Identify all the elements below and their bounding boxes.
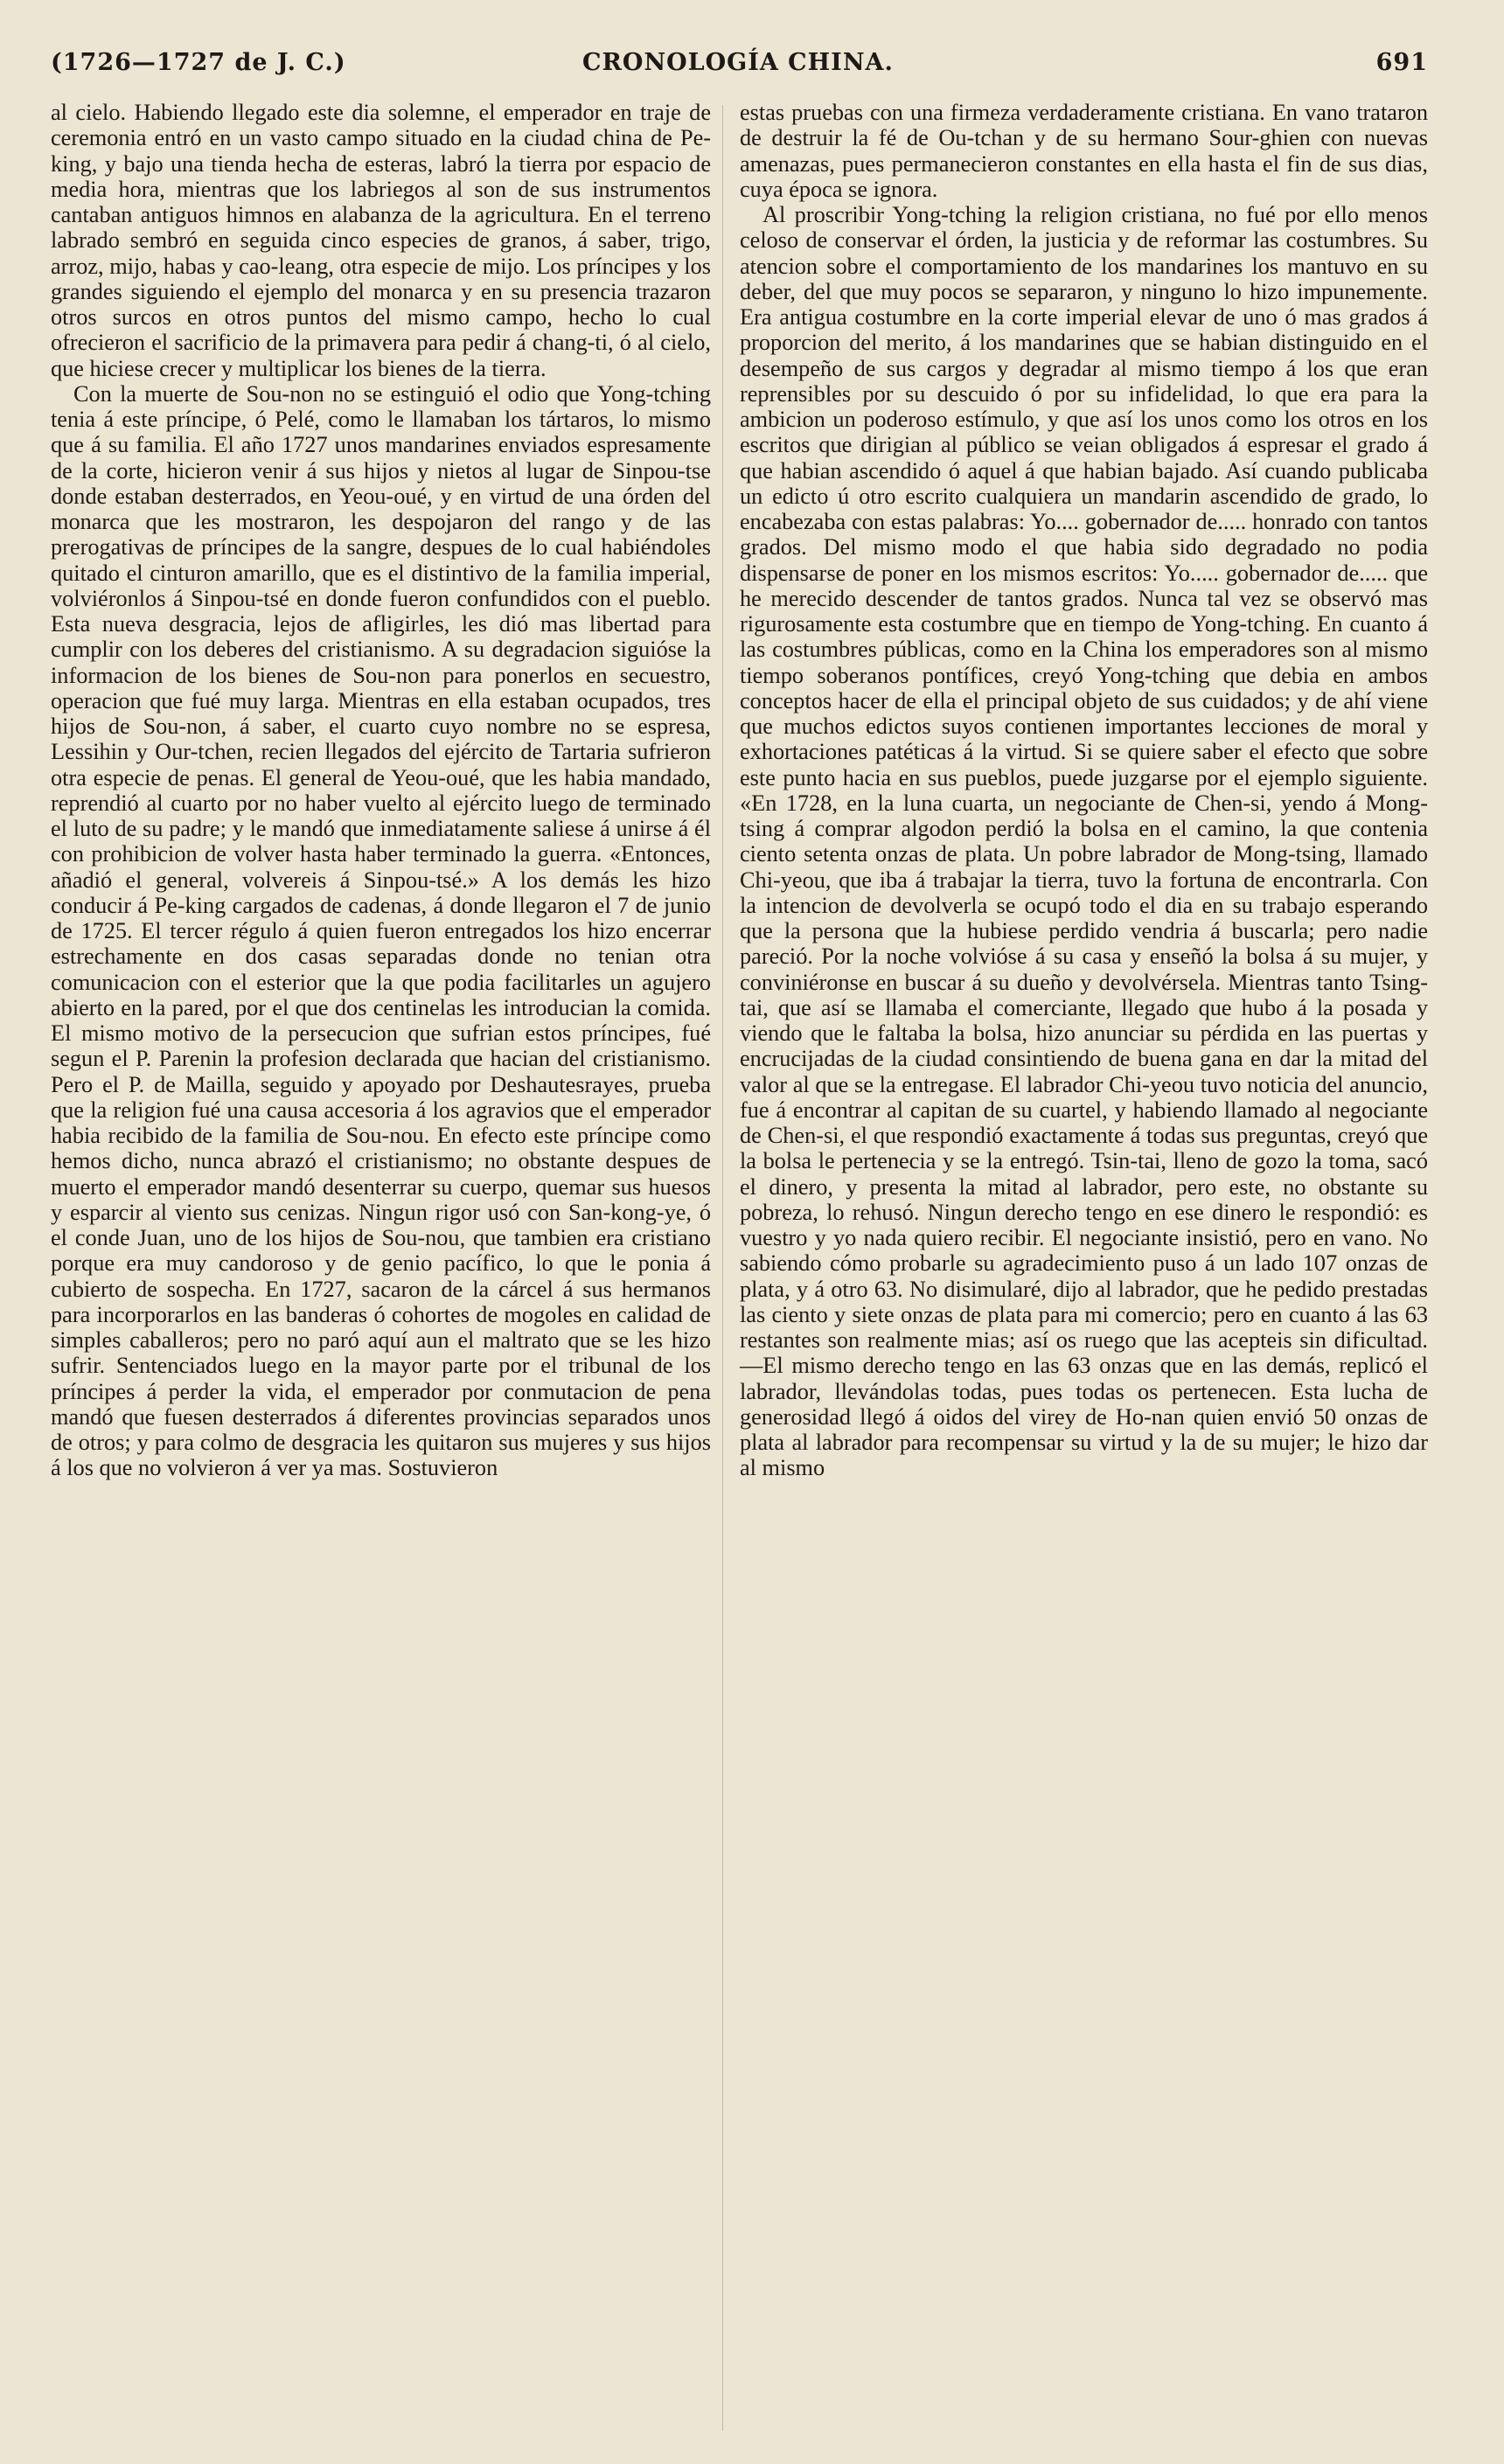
header-title: CRONOLOGÍA CHINA. <box>582 49 894 76</box>
page-number: 691 <box>1375 49 1428 76</box>
paragraph: Con la muerte de Sou-non no se estinguió el odio que Yong-tching tenia á este príncipe, ó Pelé, como le llamaban los tártaros, lo mismo que á su familia. El año 1727 unos mandarines enviados espresamente de la corte, hicieron venir á sus hijos y nietos al lugar de Sinpou-tse donde estaban desterrados, en Yeou-oué, y en virtud de una órden del monarca que les mostraron, les despojaron del rango y de las prerogativas de príncipes de la sangre, despues de lo cual habiéndoles quitado el cinturon amarillo, que es el distintivo de la familia imperial, volviéronlos á Sinpou-tsé en donde fueron confundidos con el pueblo. Esta nueva desgracia, lejos de afligirles, les dió mas libertad para cumplir con los deberes del cristianismo. A su degradacion siguióse la informacion de los bienes de Sou-non para ponerlos en secuestro, operacion que fué muy larga. Mientras en ella estaban ocupados, tres hijos de Sou-non, á saber, el cuarto cuyo nombre no se espresa, Lessihin y Our-tchen, recien llegados del ejército de Tartaria sufrieron otra especie de penas. El general de Yeou-oué, que les habia mandado, reprendió al cuarto por no haber vuelto al ejército luego de terminado el luto de su padre; y le mandó que inmediatamente saliese á unirse á él con prohibicion de volver hasta haber terminado la guerra. «Entonces, añadió el general, volvereis á Sinpou-tsé.» A los demás les hizo conducir á Pe-king cargados de cadenas, á donde llegaron el 7 de junio de 1725. El tercer régulo á quien fueron entregados los hizo encerrar estrechamente en dos casas separadas donde no tenian otra comunicacion con el esterior que la que podia facilitarles un agujero abierto en la pared, por el que dos centinelas les introducian la comida. El mismo motivo de la persecucion que sufrian estos príncipes, fué segun el P. Parenin la profesion declarada que hacian del cristianismo. Pero el P. de Mailla, seguido y apoyado por Deshautesrayes, prueba que la religion fué una causa accesoria á los agravios que el emperador habia recibido de la familia de Sou-nou. En efecto este príncipe como hemos dicho, nunca abrazó el cristianismo; no obstante despues de muerto el emperador mandó desenterrar su cuerpo, quemar sus huesos y esparcir al viento sus cenizas. Ningun rigor usó con San-kong-ye, ó el conde Juan, uno de los hijos de Sou-nou, que tambien era cristiano porque era muy candoroso y de genio pacífico, lo que le ponia á cubierto de sospecha. En 1727, sacaron de la cárcel á sus hermanos para incorporarlos en las banderas ó cohortes de mogoles en calidad de simples caballeros; pero no paró aquí aun el maltrato que se les hizo sufrir. Sentenciados luego en la mayor parte por el tribunal de los príncipes á perder la vida, el emperador por conmutacion de pena mandó que fuesen desterrados á diferentes provincias separados unos de otros; y para colmo de desgracia les quitaron sus mujeres y sus hijos á los que no volvieron á ver ya mas. Sostuvieron <box>51 380 711 1481</box>
header-date-range: (1726—1727 de J. C.) <box>51 49 346 76</box>
paragraph: al cielo. Habiendo llegado este dia solemne, el emperador en traje de ceremonia entró en un vasto campo situado en la ciudad china de Pe-king, y bajo una tienda hecha de esteras, labró la tierra por espacio de media hora, mientras que los labriegos al son de sus instrumentos cantaban antiguos himnos en alabanza de la agricultura. En el terreno labrado sembró en seguida cinco especies de granos, á saber, trigo, arroz, mijo, habas y cao-leang, otra especie de mijo. Los príncipes y los grandes siguiendo el ejemplo del monarca y en su presencia trazaron otros surcos en otros puntos del mismo campo, hecho lo cual ofrecieron el sacrificio de la primavera para pedir á chang-ti, ó al cielo, que hiciese crecer y multiplicar los bienes de la tierra. <box>51 100 711 381</box>
paragraph: estas pruebas con una firmeza verdaderamente cristiana. En vano trataron de destruir la fé de Ou-tchan y de su hermano Sour-ghien con nuevas amenazas, pues permanecieron constantes en ella hasta el fin de sus dias, cuya época se ignora. <box>740 100 1428 202</box>
column-divider <box>722 105 723 2431</box>
left-column <box>51 100 711 1481</box>
running-header <box>51 49 1428 87</box>
right-column <box>740 100 1428 1481</box>
paragraph: Al proscribir Yong-tching la religion cristiana, no fué por ello menos celoso de conservar el órden, la justicia y de reformar las costumbres. Su atencion sobre el comportamiento de los mandarines los mantuvo en su deber, del que muy pocos se separaron, y ninguno lo hizo impunemente. Era antigua costumbre en la corte imperial elevar de uno ó mas grados á proporcion del merito, á los mandarines que se habian distinguido en el desempeño de sus cargos y degradar al mismo tiempo á los que eran reprensibles por su descuido ó por su infidelidad, lo que era para la ambicion un poderoso estímulo, y que así los unos como los otros en los escritos que dirigian al público se veian obligados á espresar el grado á que habian ascendido ó aquel á que habian bajado. Así cuando publicaba un edicto ú otro escrito cualquiera un mandarin ascendido de grado, lo encabezaba con estas palabras: Yo.... gobernador de..... honrado con tantos grados. Del mismo modo el que habia sido degradado no podia dispensarse de poner en los mismos escritos: Yo..... gobernador de..... que he merecido descender de tantos grados. Nunca tal vez se observó mas rigurosamente esta costumbre que en tiempo de Yong-tching. En cuanto á las costumbres públicas, como en la China los emperadores son al mismo tiempo soberanos pontífices, creyó Yong-tching que debia en ambos conceptos hacer de ella el principal objeto de sus cuidados; y de ahí viene que muchos edictos suyos contienen importantes lecciones de moral y exhortaciones patéticas á la virtud. Si se quiere saber el efecto que sobre este punto hacia en sus pueblos, puede juzgarse por el ejemplo siguiente. «En 1728, en la luna cuarta, un negociante de Chen-si, yendo á Mong-tsing á comprar algodon perdió la bolsa en el camino, la que contenia ciento setenta onzas de plata. Un pobre labrador de Mong-tsing, llamado Chi-yeou, que iba á trabajar la tierra, tuvo la fortuna de encontrarla. Con la intencion de devolverla se ocupó todo el dia en su trabajo esperando que la persona que la hubiese perdido vendria á buscarla; pero nadie pareció. Por la noche volvióse á su casa y enseñó la bolsa á su mujer, y conviniéronse en buscar á su dueño y devolvérsela. Mientras tanto Tsing-tai, que así se llamaba el comerciante, llegado que hubo á la posada y viendo que le faltaba la bolsa, hizo anunciar su pérdida en las puertas y encrucijadas de la ciudad consintiendo de buena gana en dar la mitad del valor al que se la entregase. El labrador Chi-yeou tuvo noticia del anuncio, fue á encontrar al capitan de su cuartel, y habiendo llamado al negociante de Chen-si, el que respondió exactamente á todas sus preguntas, creyó que la bolsa le pertenecia y se la entregó. Tsin-tai, lleno de gozo la toma, sacó el dinero, y presenta la mitad al labrador, pero este, no obstante su pobreza, lo rehusó. Ningun derecho tengo en ese dinero le respondió: es vuestro y yo nada quiero recibir. El negociante insistió, pero en vano. No sabiendo cómo probarle su agradecimiento puso á un lado 107 onzas de plata, y á otro 63. No disimularé, dijo al labrador, que he pedido prestadas las ciento y siete onzas de plata para mi comercio; pero en cuanto á las 63 restantes son realmente mias; así os ruego que las acepteis sin dificultad.—El mismo derecho tengo en las 63 onzas que en las demás, replicó el labrador, llevándolas todas, pues todas os pertenecen. Esta lucha de generosidad llegó á oidos del virey de Ho-nan quien envió 50 onzas de plata al labrador para recompensar su virtud y la de su mujer; le hizo dar al mismo <box>740 202 1428 1481</box>
